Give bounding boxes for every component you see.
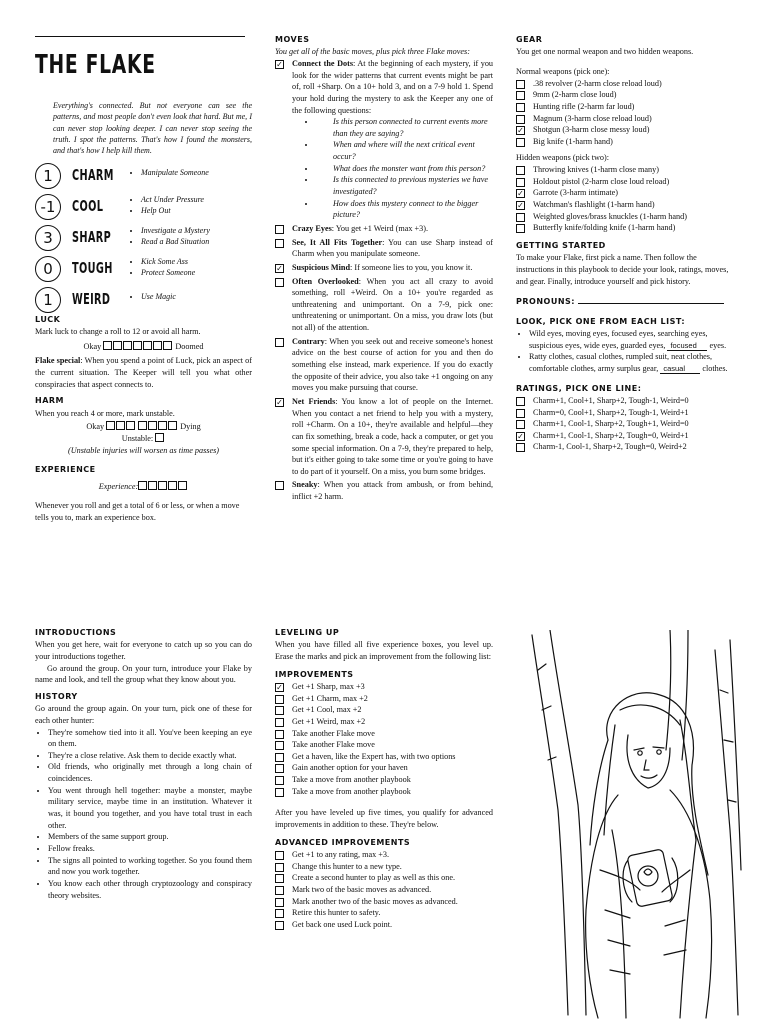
history-item: • You know each other through cryptozoology and conspiracy theory websites. [48, 878, 252, 901]
move-text: : When you attack from ambush, or from behind, inflict +2 harm. [292, 480, 493, 502]
pronouns-label: PRONOUNS: [516, 297, 575, 307]
rating-line [516, 418, 736, 430]
move-checkbox[interactable] [275, 239, 284, 248]
hidden-weapon [516, 164, 736, 176]
stat-name: TOUGH [72, 258, 113, 277]
stat-value-circle[interactable]: 1 [35, 287, 61, 313]
advanced-improvement-checkbox[interactable] [275, 886, 284, 895]
pronouns-field[interactable] [578, 295, 724, 304]
normal-weapon [516, 113, 736, 125]
hidden-weapon-checkbox[interactable] [516, 178, 525, 187]
move-item [275, 262, 493, 274]
improvement-text: Take another Flake move [292, 740, 375, 750]
stat-name: SHARP [72, 227, 112, 246]
advanced-improvement-text: Mark two of the basic moves as advanced. [292, 884, 432, 894]
eyes-field[interactable]: focused [667, 341, 707, 351]
flake-character-drawing [520, 630, 742, 1020]
flake-special [35, 355, 252, 390]
stat-cool [35, 194, 252, 225]
experience-boxes[interactable] [138, 482, 188, 491]
harm-dying-label: Dying [180, 422, 201, 432]
luck-box[interactable] [153, 341, 162, 350]
normal-weapon-text: .38 revolver (2-harm close reload loud) [533, 78, 662, 88]
advanced-improvement-text: Retire this hunter to safety. [292, 908, 381, 918]
luck-okay-label: Okay [83, 341, 102, 351]
history-item: • You went through hell together: maybe a monster, maybe military service, maybe time in an institution. Whatever it was, it bound you together, and you have total trust in each other. [48, 785, 252, 832]
rating-line-text: Charm-1, Cool-1, Sharp+2, Tough=0, Weird+2 [533, 442, 687, 452]
improvement-checkbox[interactable] [275, 718, 284, 727]
rating-line [516, 441, 736, 453]
normal-weapon [516, 78, 736, 90]
experience-box[interactable] [168, 481, 177, 490]
look-heading: LOOK, PICK ONE FROM EACH LIST: [516, 316, 686, 326]
improvement-checkbox[interactable] [275, 695, 284, 704]
experience-text: Whenever you roll and get a total of 6 or less, or when a move tells you to, mark an experience box. [35, 501, 240, 522]
experience-box[interactable] [148, 481, 157, 490]
improvement-text: Get +1 Weird, max +2 [292, 716, 366, 726]
advanced-improvement-checkbox[interactable] [275, 851, 284, 860]
advanced-improvement [275, 884, 493, 896]
advanced-improvement [275, 896, 493, 908]
improvement [275, 774, 493, 786]
advanced-improvement-checkbox[interactable] [275, 874, 284, 883]
left-column [35, 36, 252, 523]
hidden-weapon-checkbox[interactable] [516, 166, 525, 175]
experience-track [35, 481, 252, 493]
rating-line-checkbox[interactable] [516, 443, 525, 452]
gear-text: You get one normal weapon and two hidden weapons. [516, 47, 694, 57]
move-name: Suspicious Mind [292, 262, 351, 272]
stats-block [35, 163, 252, 318]
harm-okay-label: Okay [86, 422, 105, 432]
luck-doomed-label: Doomed [175, 341, 204, 351]
normal-weapon-checkbox[interactable]: ✓ [517, 126, 524, 136]
hidden-weapon-checkbox[interactable]: ✓ [517, 189, 524, 199]
move-checkbox[interactable] [275, 278, 284, 287]
luck-box[interactable] [133, 341, 142, 350]
clothes-suffix: clothes. [702, 363, 728, 373]
move-connect-the-dots [275, 58, 493, 221]
flake-special-text: : When you spend a point of Luck, pick an aspect of the current situation. The Keeper will tell you what other conspiracies that aspect connects to. [35, 356, 252, 389]
harm-note: (Unstable injuries will worsen as time passes) [67, 445, 219, 455]
gear-heading: GEAR [516, 35, 543, 44]
stat-tough [35, 256, 252, 287]
connect-questions [292, 116, 493, 221]
hidden-weapon [516, 187, 736, 199]
improvement-text: Get +1 Cool, max +2 [292, 705, 362, 715]
connect-the-dots-checkbox[interactable]: ✓ [276, 60, 283, 69]
rating-line-text: Charm+1, Cool+1, Sharp+2, Tough-1, Weird=0 [533, 395, 689, 405]
stat-moves [131, 291, 176, 302]
stat-move: • Kick Some Ass [141, 256, 195, 267]
rating-line-text: Charm+1, Cool-1, Sharp+2, Tough+1, Weird=0 [533, 419, 689, 429]
stat-name: CHARM [72, 165, 114, 184]
luck-box[interactable] [163, 341, 172, 350]
harm-heading: HARM [35, 396, 65, 406]
stat-move: • Read a Bad Situation [141, 236, 210, 247]
history-list [35, 727, 252, 902]
move-text: : You can use Sharp instead of Charm when you manipulate someone. [292, 237, 493, 259]
normal-weapon-checkbox[interactable] [516, 80, 525, 89]
improvement-checkbox[interactable] [275, 776, 284, 785]
advanced-improvement-checkbox[interactable] [275, 909, 284, 918]
hidden-weapon-checkbox[interactable] [516, 213, 525, 222]
stat-moves [131, 167, 209, 178]
advanced-improvement [275, 872, 493, 884]
hidden-weapon-text: Butterfly knife/folding knife (1-harm hand) [533, 223, 676, 233]
advanced-improvement [275, 849, 493, 861]
ratings-list [516, 395, 736, 453]
rating-line [516, 430, 736, 442]
stat-name: COOL [72, 196, 104, 215]
improvement-text: Gain another option for your haven [292, 763, 408, 773]
move-text: : At the beginning of each mystery, if you look for the wider patterns that current events might be part of, roll +Sharp. On a 10+ hold 3, and on a 7-9 hold 1. Spend your hold during the mystery to ask the Keeper any one of the following questions: [292, 59, 494, 115]
improvement-checkbox[interactable] [275, 730, 284, 739]
luck-box[interactable] [103, 341, 112, 350]
ratings-heading: RATINGS, PICK ONE LINE: [516, 383, 642, 393]
hidden-weapon-text: Garrote (3-harm intimate) [533, 188, 619, 198]
clothes-field[interactable]: casual [660, 364, 700, 374]
luck-box[interactable] [143, 341, 152, 350]
improvement [275, 762, 493, 774]
hidden-weapon [516, 199, 736, 211]
normal-weapon-text: Big knife (1-harm hand) [533, 136, 613, 146]
experience-heading: EXPERIENCE [35, 465, 96, 475]
normal-weapon-checkbox[interactable] [516, 115, 525, 124]
improvement [275, 693, 493, 705]
improvement-checkbox[interactable] [275, 764, 284, 773]
move-name: Connect the Dots [292, 59, 354, 68]
advanced-improvement-text: Create a second hunter to play as well as this one. [292, 873, 456, 883]
advanced-improvement-checkbox[interactable] [275, 921, 284, 930]
improvement [275, 716, 493, 728]
leveling-text: When you have filled all five experience boxes, you level up. Erase the marks and pick an improvement from the following list: [275, 640, 493, 661]
look-clothes [529, 351, 736, 374]
advanced-improvement-text: Get +1 to any rating, max +3. [292, 850, 390, 860]
clothes-list: Ratty clothes, casual clothes, rumpled suit, neat clothes, comfortable clothes, army surplus gear, [529, 352, 713, 373]
unstable-row [35, 433, 252, 445]
leveling-heading: LEVELING UP [275, 628, 340, 637]
history-item: • They're somehow tied into it all. You've been keeping an eye on them. [48, 727, 252, 750]
gear-column [516, 34, 736, 453]
stat-charm [35, 163, 252, 194]
rating-line-text: Charm+1, Cool-1, Sharp+2, Tough=0, Weird+1 [533, 430, 689, 440]
improvement-checkbox[interactable] [275, 753, 284, 762]
connect-question: • When and where will the next critical event occur? [316, 139, 493, 162]
stat-moves [131, 256, 195, 279]
move-name: Crazy Eyes [292, 223, 332, 233]
unstable-label: Unstable: [121, 433, 154, 443]
stat-value-circle[interactable]: -1 [35, 194, 61, 220]
improvement-text: Take another Flake move [292, 728, 375, 738]
move-item [275, 396, 493, 477]
stat-move: • Protect Someone [141, 267, 195, 278]
move-checkbox[interactable] [275, 225, 284, 234]
luck-box[interactable] [123, 341, 132, 350]
hidden-weapon-text: Throwing knives (1-harm close many) [533, 165, 659, 175]
hidden-weapon-checkbox[interactable]: ✓ [517, 201, 524, 211]
introductions-p1: When you get here, wait for everyone to catch up so you can do your introductions together. [35, 640, 252, 661]
advanced-improvement-checkbox[interactable] [275, 863, 284, 872]
rating-line [516, 395, 736, 407]
experience-label: Experience: [98, 481, 139, 491]
improvement-text: Get +1 Sharp, max +3 [292, 682, 365, 691]
move-item [275, 479, 493, 502]
introductions-p2: Go around the group. On your turn, introduce your Flake by name and look, and tell the group what they know about you. [35, 663, 252, 685]
improvement-checkbox[interactable]: ✓ [276, 683, 283, 692]
rating-line-checkbox[interactable] [516, 420, 525, 429]
stat-name: WEIRD [72, 289, 111, 308]
normal-weapons-label: Normal weapons (pick one): [516, 67, 610, 76]
improvement-text: Take a move from another playbook [292, 786, 411, 796]
history-text: Go around the group again. On your turn, pick one of these for each other hunter: [35, 704, 252, 725]
experience-box[interactable] [178, 481, 187, 490]
advanced-improvement-checkbox[interactable] [275, 898, 284, 907]
improvement [275, 739, 493, 751]
hidden-weapon-text: Weighted gloves/brass knuckles (1-harm hand) [533, 211, 687, 221]
move-item [275, 237, 493, 260]
harm-boxes[interactable] [106, 422, 178, 431]
improvement [275, 751, 493, 763]
flake-illustration [520, 630, 742, 1020]
leveling-after: After you have leveled up five times, you qualify for advanced improvements in addition to these. They're below. [275, 808, 493, 830]
move-text: : When you seek out and receive someone's honest advice on the best course of action for you and then do something else instead, mark experience. If you do exactly the opposite of their advice, you also take +1 ongoing on any moves you make pursuing that course. [292, 336, 493, 393]
advanced-improvement-text: Change this hunter to a new type. [292, 861, 402, 871]
stat-value-circle[interactable]: 1 [35, 163, 61, 189]
hidden-weapon [516, 222, 736, 234]
stat-sharp [35, 225, 252, 256]
move-name: See, It All Fits Together [292, 237, 383, 247]
improvement [275, 681, 493, 693]
connect-question: • Is this person connected to current events more than they are saying? [316, 116, 493, 139]
normal-weapon-checkbox[interactable] [516, 138, 525, 147]
history-item: • The signs all pointed to working together. So you found them and now you work together. [48, 855, 252, 878]
move-text: : You get +1 Weird (max +3). [331, 223, 429, 233]
rating-line [516, 407, 736, 419]
move-name: Often Overlooked [292, 276, 359, 286]
move-checkbox[interactable] [275, 481, 284, 490]
normal-weapon [516, 101, 736, 113]
improvement-checkbox[interactable] [275, 788, 284, 797]
luck-boxes[interactable] [103, 342, 173, 351]
normal-weapon [516, 124, 736, 136]
move-checkbox[interactable] [275, 338, 284, 347]
normal-weapon-text: 9mm (2-harm close loud) [533, 90, 617, 100]
improvement-text: Get +1 Charm, max +2 [292, 693, 368, 703]
improvements-list [275, 681, 493, 797]
experience-box[interactable] [158, 481, 167, 490]
connect-question: • Is this connected to previous mysteries we have investigated? [316, 174, 493, 197]
move-text: : When you act all crazy to avoid something, roll +Weird. On a 10+ you're regarded as unthreatening and unimportant. On a 7-9, pick one: unthreatening or unimportant. On a miss, you draw lots (but not all) of the attention. [292, 276, 493, 333]
improvement [275, 704, 493, 716]
stat-move: • Act Under Pressure [141, 194, 204, 205]
hidden-weapon [516, 176, 736, 188]
harm-track [35, 421, 252, 433]
move-name: Contrary [292, 336, 325, 346]
advanced-list [275, 849, 493, 930]
normal-weapon-checkbox[interactable] [516, 103, 525, 112]
rating-line-checkbox[interactable]: ✓ [517, 431, 524, 441]
getting-started-heading: GETTING STARTED [516, 240, 606, 250]
normal-weapon-text: Shotgun (3-harm close messy loud) [533, 125, 650, 135]
normal-weapons-list [516, 78, 736, 148]
hidden-weapons-label: Hidden weapons (pick two): [516, 153, 609, 163]
move-text: : You know a lot of people on the Internet. When you contact a net friend to help you with a mystery, roll +Charm. On a 10+, they're available and helpful—they can fix something, break a code, hack a computer, or get you some special information. On a 7-9, they're prepared to help, but it's either going to take some time or you're going to have to do part of it yourself. On a miss, you burn some bridges. [292, 396, 493, 476]
luck-heading: LUCK [35, 314, 61, 324]
move-item [275, 276, 493, 334]
rating-line-checkbox[interactable] [516, 397, 525, 406]
hidden-weapons-list [516, 164, 736, 234]
improvements-heading: IMPROVEMENTS [275, 669, 354, 679]
normal-weapon [516, 136, 736, 148]
move-text: : If someone lies to you, you know it. [350, 262, 473, 272]
normal-weapon-text: Hunting rifle (2-harm far loud) [533, 101, 635, 111]
stat-move: • Help Out [141, 205, 204, 216]
stat-moves [131, 194, 204, 217]
luck-box[interactable] [113, 341, 122, 350]
title-rule [35, 36, 245, 37]
history-item: • Old friends, who originally met through a long chain of coincidences. [48, 761, 252, 784]
stat-value-circle[interactable]: 3 [35, 225, 61, 251]
advanced-improvement [275, 861, 493, 873]
moves-column [275, 34, 493, 503]
advanced-improvement-text: Mark another two of the basic moves as advanced. [292, 896, 458, 906]
stat-weird [35, 287, 252, 318]
rating-line-checkbox[interactable] [516, 409, 525, 418]
stat-move: • Investigate a Mystery [141, 225, 210, 236]
luck-track [35, 341, 252, 353]
history-item: • They're a close relative. Ask them to decide exactly what. [48, 750, 252, 762]
stat-move: • Use Magic [141, 291, 176, 302]
improvement [275, 728, 493, 740]
stat-value-circle[interactable]: 0 [35, 256, 61, 282]
playbook-title: THE FLAKE [35, 50, 156, 80]
advanced-improvement [275, 907, 493, 919]
improvement [275, 786, 493, 798]
hidden-weapon-checkbox[interactable] [516, 224, 525, 233]
history-item: • Fellow freaks. [48, 843, 252, 855]
rating-line-text: Charm=0, Cool+1, Sharp+2, Tough-1, Weird+1 [533, 407, 689, 417]
connect-question: • How does this mystery connect to the bigger picture? [316, 198, 493, 221]
hidden-weapon-text: Watchman's flashlight (1-harm hand) [533, 200, 655, 210]
normal-weapon-text: Magnum (3-harm close reload loud) [533, 113, 652, 123]
stat-moves [131, 225, 210, 248]
normal-weapon [516, 89, 736, 101]
improvement-text: Take a move from another playbook [292, 775, 411, 785]
hidden-weapon-text: Holdout pistol (2-harm close loud reload) [533, 176, 670, 186]
moves-heading: MOVES [275, 35, 310, 44]
move-name: Net Friends [292, 396, 336, 406]
move-name: Sneaky [292, 480, 318, 490]
pronouns-row [516, 295, 736, 307]
normal-weapon-checkbox[interactable] [516, 91, 525, 100]
experience-box[interactable] [138, 481, 147, 490]
eyes-suffix: eyes. [709, 340, 727, 350]
connect-question: • What does the monster want from this person? [316, 163, 493, 175]
other-moves-list [275, 223, 493, 503]
advanced-improvement-text: Get back one used Luck point. [292, 919, 393, 929]
harm-text: When you reach 4 or more, mark unstable. [35, 408, 175, 418]
move-checkbox[interactable]: ✓ [276, 397, 283, 407]
flake-special-label: Flake special [35, 356, 81, 366]
hidden-weapon [516, 211, 736, 223]
improvement-checkbox[interactable] [275, 741, 284, 750]
intro-history-column [35, 627, 252, 901]
move-item [275, 223, 493, 235]
stat-move: • Manipulate Someone [141, 167, 209, 178]
look-eyes [529, 328, 736, 351]
advanced-improvement [275, 919, 493, 931]
moves-subheading: You get all of the basic moves, plus pick three Flake moves: [275, 47, 470, 57]
advanced-heading: ADVANCED IMPROVEMENTS [275, 837, 411, 847]
history-heading: HISTORY [35, 691, 78, 701]
history-item: • Members of the same support group. [48, 831, 252, 843]
improvement-checkbox[interactable] [275, 706, 284, 715]
leveling-column [275, 627, 493, 931]
move-checkbox[interactable]: ✓ [276, 263, 283, 273]
intro-text: Everything's connected. But not everyone can see the patterns, and most people don't even look that hard. But me, I can never stop looking deeper. I can never stop seeing the truth. I spot the patterns. That's how I found the monsters, and that's how I help kill them. [53, 100, 252, 156]
unstable-box[interactable] [155, 433, 164, 442]
introductions-heading: INTRODUCTIONS [35, 628, 117, 637]
improvement-text: Get a haven, like the Expert has, with two options [292, 751, 456, 761]
luck-text: Mark luck to change a roll to 12 or avoid all harm. [35, 327, 201, 337]
move-item [275, 336, 493, 394]
getting-started-text: To make your Flake, first pick a name. Then follow the instructions in this playbook to decide your look, ratings, moves, and gear. Finally, introduce yourself and pick history. [516, 253, 729, 286]
eyes-list: Wild eyes, moving eyes, focused eyes, searching eyes, suspicious eyes, wide eyes, guarded eyes, [529, 328, 708, 350]
